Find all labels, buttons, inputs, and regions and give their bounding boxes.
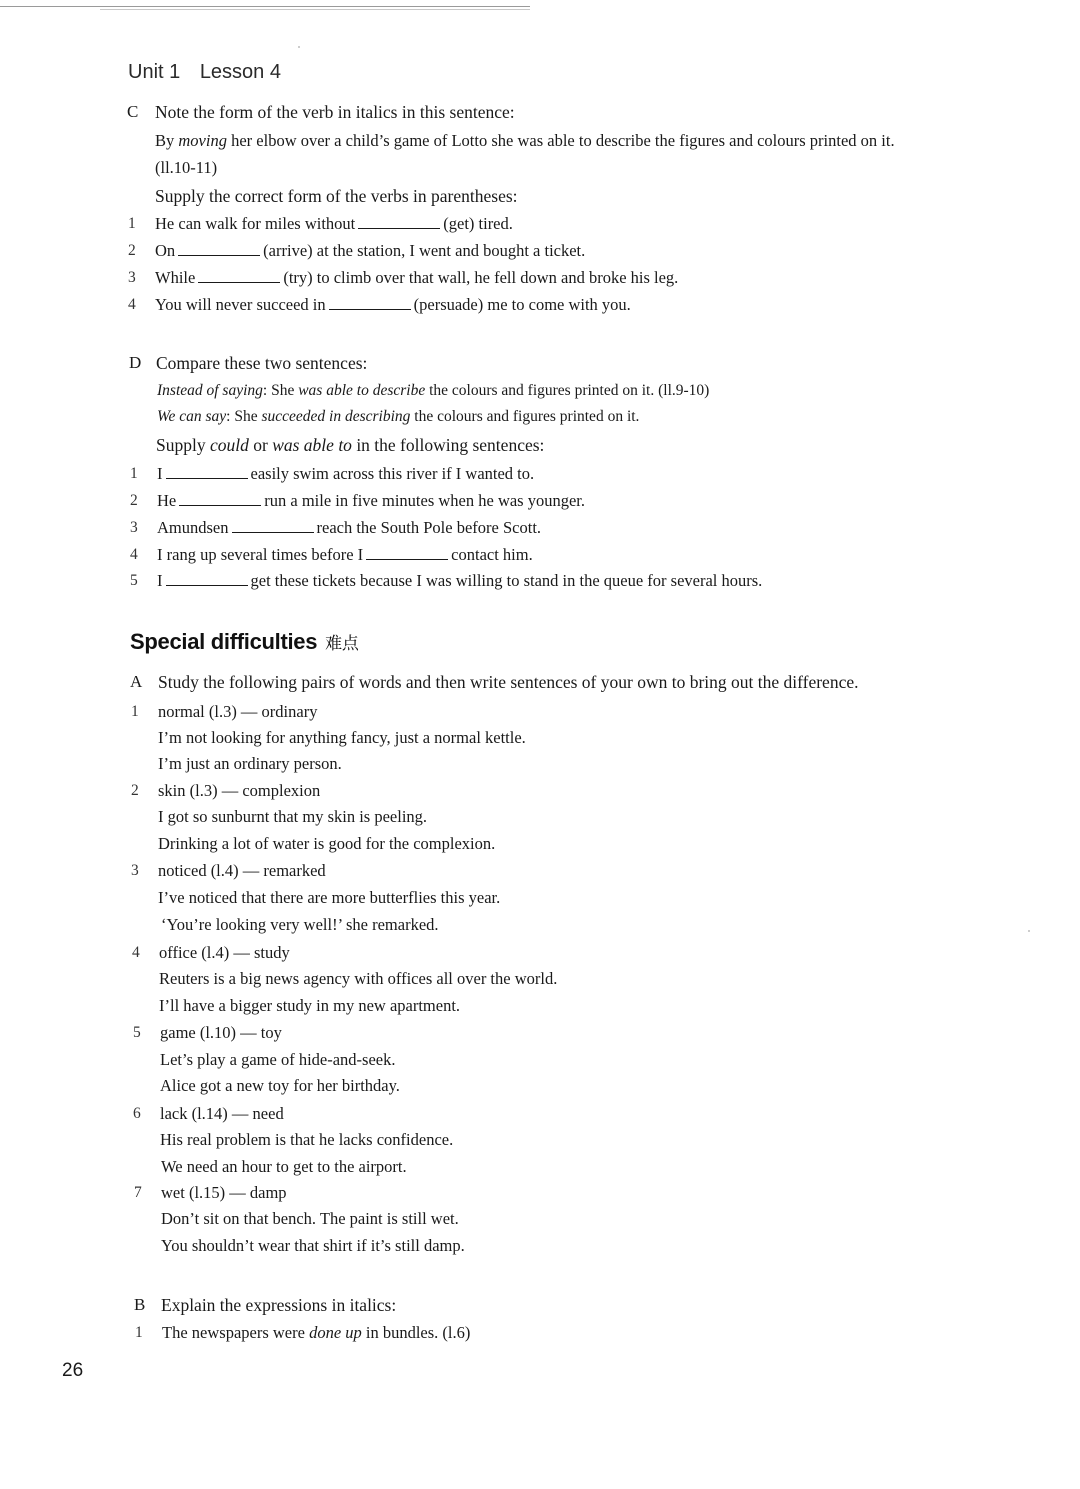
answer-blank[interactable] (366, 545, 448, 560)
pair-sentence: Drinking a lot of water is good for the complexion. (158, 834, 496, 853)
pair-words: game (l.10) — toy (160, 1023, 282, 1042)
c-item-2: On (arrive) at the station, I went and bought a ticket. (155, 241, 586, 260)
section-c-title: Note the form of the verb in italics in this sentence: (155, 102, 515, 122)
d-item-4: I rang up several times before I contact him. (157, 545, 533, 564)
pair-sentence: Alice got a new toy for her birthday. (160, 1076, 400, 1095)
section-c-example-ref: (ll.10-11) (155, 158, 218, 177)
pair-sentence: You shouldn’t wear that shirt if it’s still damp. (161, 1236, 465, 1255)
d-item-1: I easily swim across this river if I wanted to. (157, 464, 535, 483)
special-b-letter: B (134, 1295, 146, 1314)
c-item-number: 3 (128, 269, 136, 286)
c-item-number: 1 (128, 215, 136, 232)
pair-words: skin (l.3) — complexion (158, 781, 321, 800)
answer-blank[interactable] (198, 268, 280, 283)
section-c-instruction: Supply the correct form of the verbs in parentheses: (155, 186, 518, 206)
pair-sentence: ‘You’re looking very well!’ she remarked. (161, 915, 439, 934)
c-item-number: 4 (128, 296, 136, 313)
section-c-letter: C (127, 102, 139, 121)
answer-blank[interactable] (179, 491, 261, 506)
c-item-4: You will never succeed in (persuade) me to come with you. (155, 295, 631, 314)
scan-speck (298, 46, 300, 48)
answer-blank[interactable] (166, 464, 248, 479)
unit-lesson-header (128, 62, 281, 82)
d-item-3: Amundsen reach the South Pole before Scott. (157, 518, 542, 537)
pair-sentence: Let’s play a game of hide-and-seek. (160, 1050, 396, 1069)
pair-sentence: I’ll have a bigger study in my new apartment. (159, 996, 461, 1015)
b-item-1: The newspapers were done up in bundles. (l.6) (162, 1323, 471, 1342)
section-d-instruction: Supply could or was able to in the following sentences: (156, 435, 545, 455)
d-item-number: 1 (130, 465, 138, 482)
c-item-number: 2 (128, 242, 136, 259)
pair-sentence: We need an hour to get to the airport. (161, 1157, 407, 1176)
top-rule-secondary (100, 9, 530, 10)
pair-words: wet (l.15) — damp (161, 1183, 287, 1202)
pair-number: 3 (131, 862, 139, 879)
unit-label: Unit 1 (128, 61, 181, 83)
pair-sentence: His real problem is that he lacks confidence. (160, 1130, 454, 1149)
pair-number: 1 (131, 703, 139, 720)
d-item-number: 3 (130, 519, 138, 536)
special-a-title: Study the following pairs of words and then write sentences of your own to bring out the difference. (158, 672, 859, 692)
d-item-number: 2 (130, 492, 138, 509)
pair-number: 6 (133, 1105, 141, 1122)
pair-words: lack (l.14) — need (160, 1104, 284, 1123)
b-item-number: 1 (135, 1324, 143, 1341)
answer-blank[interactable] (178, 241, 260, 256)
chinese-title: 难点 (325, 634, 359, 654)
pair-number: 5 (133, 1024, 141, 1041)
d-item-number: 5 (130, 572, 138, 589)
pair-number: 7 (134, 1184, 142, 1201)
section-d-line-2: We can say: She succeeded in describing the colours and figures printed on it. (157, 408, 640, 425)
c-item-3: While (try) to climb over that wall, he fell down and broke his leg. (155, 268, 679, 287)
pair-number: 2 (131, 782, 139, 799)
d-item-number: 4 (130, 546, 138, 563)
scan-speck (1028, 930, 1030, 932)
section-d-title: Compare these two sentences: (156, 353, 368, 373)
pair-sentence: I’m just an ordinary person. (158, 754, 342, 773)
answer-blank[interactable] (232, 518, 314, 533)
answer-blank[interactable] (358, 214, 440, 229)
lesson-label: Lesson 4 (199, 61, 281, 83)
c-item-1: He can walk for miles without (get) tired. (155, 214, 513, 233)
answer-blank[interactable] (329, 295, 411, 310)
special-b-title: Explain the expressions in italics: (161, 1295, 397, 1315)
pair-sentence: I got so sunburnt that my skin is peeling. (158, 807, 428, 826)
pair-sentence: I’m not looking for anything fancy, just a normal kettle. (158, 728, 526, 747)
pair-sentence: I’ve noticed that there are more butterflies this year. (158, 888, 501, 907)
pair-sentence: Don’t sit on that bench. The paint is still wet. (161, 1209, 459, 1228)
section-d-letter: D (129, 353, 142, 372)
special-a-letter: A (130, 672, 143, 691)
top-rule (0, 6, 530, 7)
pair-words: office (l.4) — study (159, 943, 290, 962)
pair-number: 4 (132, 944, 140, 961)
pair-words: normal (l.3) — ordinary (158, 702, 318, 721)
answer-blank[interactable] (166, 571, 248, 586)
special-difficulties-heading: Special difficulties 难点 (130, 629, 359, 654)
page-number: 26 (62, 1360, 84, 1381)
d-item-5: I get these tickets because I was willing to stand in the queue for several hours. (157, 571, 763, 590)
d-item-2: He run a mile in five minutes when he was younger. (157, 491, 586, 510)
section-d-line-1: Instead of saying: She was able to describe the colours and figures printed on it. (ll.9-10) (157, 382, 710, 399)
pair-sentence: Reuters is a big news agency with offices all over the world. (159, 969, 558, 988)
pair-words: noticed (l.4) — remarked (158, 861, 326, 880)
section-c-example: By moving her elbow over a child’s game of Lotto she was able to describe the figures and colours printed on it. (155, 131, 895, 150)
